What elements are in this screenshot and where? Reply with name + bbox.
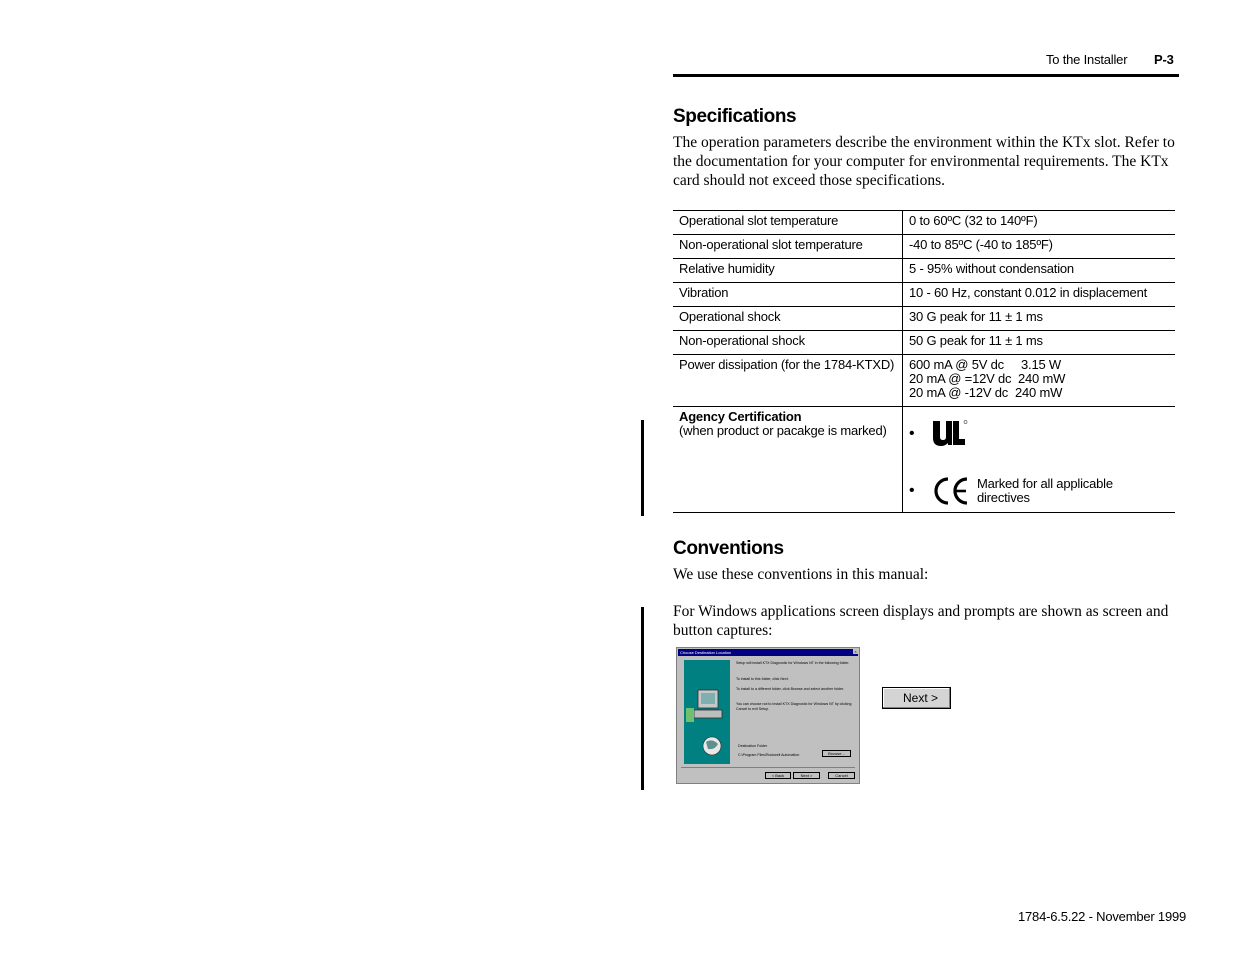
spec-label: Operational slot temperature	[673, 211, 903, 235]
specifications-heading: Specifications	[673, 106, 797, 127]
ul-mark-item	[909, 418, 1169, 450]
table-row	[673, 283, 1175, 307]
power-values	[903, 355, 1176, 407]
table-row	[673, 331, 1175, 355]
table-row	[673, 307, 1175, 331]
power-watts: 240 mW	[1018, 371, 1066, 386]
table-row	[673, 259, 1175, 283]
specifications-table	[673, 210, 1175, 513]
spec-label: Non-operational slot temperature	[673, 235, 903, 259]
power-watts: 3.15 W	[1021, 357, 1061, 372]
ce-mark-icon	[929, 476, 973, 506]
agency-sublabel: (when product or pacakge is marked)	[679, 423, 887, 438]
windows-conventions-text: For Windows applications screen displays and prompts are shown as screen and button captures:	[673, 603, 1169, 639]
power-current: 20 mA @ -12V dc	[909, 385, 1009, 400]
next-button-small[interactable]: Next >	[793, 772, 820, 779]
running-header-section: To the Installer	[1046, 52, 1128, 67]
agency-marks	[903, 407, 1176, 513]
browse-button[interactable]: Browse...	[822, 750, 851, 757]
dialog-text-1: Setup will install KTX Diagnostic for Windows NT in the following folder.	[736, 661, 850, 665]
spec-label: Vibration	[673, 283, 903, 307]
dialog-divider	[681, 767, 855, 768]
spec-value: 50 G peak for 11 ± 1 ms	[903, 331, 1176, 355]
spec-value: 30 G peak for 11 ± 1 ms	[903, 307, 1176, 331]
page-number: P-3	[1154, 52, 1174, 67]
dialog-dest-path: C:\Program Files\Rockwell Automation	[738, 753, 800, 757]
spec-value: -40 to 85ºC (-40 to 185ºF)	[903, 235, 1176, 259]
table-row	[673, 211, 1175, 235]
next-button[interactable]: Next >	[882, 687, 951, 709]
bullet-icon: •	[909, 425, 915, 442]
dialog-dest-label: Destination Folder	[738, 744, 768, 748]
power-current: 600 mA @ 5V dc	[909, 357, 1004, 372]
dialog-text-3: To install to a different folder, click Browse and select another folder.	[736, 687, 845, 691]
cancel-button[interactable]: Cancel	[828, 772, 855, 779]
setup-illustration	[684, 660, 730, 764]
change-bar	[641, 420, 644, 516]
power-current: 20 mA @ =12V dc	[909, 371, 1012, 386]
spec-label: Relative humidity	[673, 259, 903, 283]
change-bar	[641, 607, 644, 790]
table-row	[673, 235, 1175, 259]
document-footer: 1784-6.5.22 - November 1999	[1018, 909, 1187, 924]
conventions-intro: We use these conventions in this manual:	[673, 566, 929, 583]
conventions-heading: Conventions	[673, 538, 784, 559]
ul-listed-icon	[929, 418, 969, 450]
ce-mark-text: Marked for all applicable directives	[976, 476, 1113, 505]
close-icon: ×	[854, 649, 857, 654]
agency-label: Agency Certification	[679, 409, 802, 424]
dialog-screen-capture	[676, 647, 860, 784]
ce-mark-item	[909, 476, 1169, 506]
header-rule	[673, 74, 1179, 77]
spec-value: 10 - 60 Hz, constant 0.012 in displacement	[903, 283, 1176, 307]
spec-label: Non-operational shock	[673, 331, 903, 355]
dialog-title: Choose Destination Location	[678, 649, 858, 656]
agency-label-cell	[673, 407, 903, 513]
table-row-power	[673, 355, 1175, 407]
table-row-agency	[673, 407, 1175, 513]
specifications-intro: The operation parameters describe the environment within the KTx slot. Refer to the documentation for your computer for environmental requirements. The KTx card should not exceed those specifications.	[673, 134, 1175, 189]
back-button[interactable]: < Back	[765, 772, 791, 779]
dialog-text-4: You can choose not to install KTX Diagnostic for Windows NT by clicking Cancel to exit Setup.	[736, 702, 852, 711]
bullet-icon: •	[909, 482, 915, 499]
power-watts: 240 mW	[1015, 385, 1063, 400]
spec-label: Operational shock	[673, 307, 903, 331]
spec-label: Power dissipation (for the 1784-KTXD)	[673, 355, 903, 407]
spec-value: 0 to 60ºC (32 to 140ºF)	[903, 211, 1176, 235]
dialog-text-2: To install to this folder, click Next.	[736, 677, 789, 681]
computer-globe-icon	[684, 660, 730, 764]
spec-value: 5 - 95% without condensation	[903, 259, 1176, 283]
